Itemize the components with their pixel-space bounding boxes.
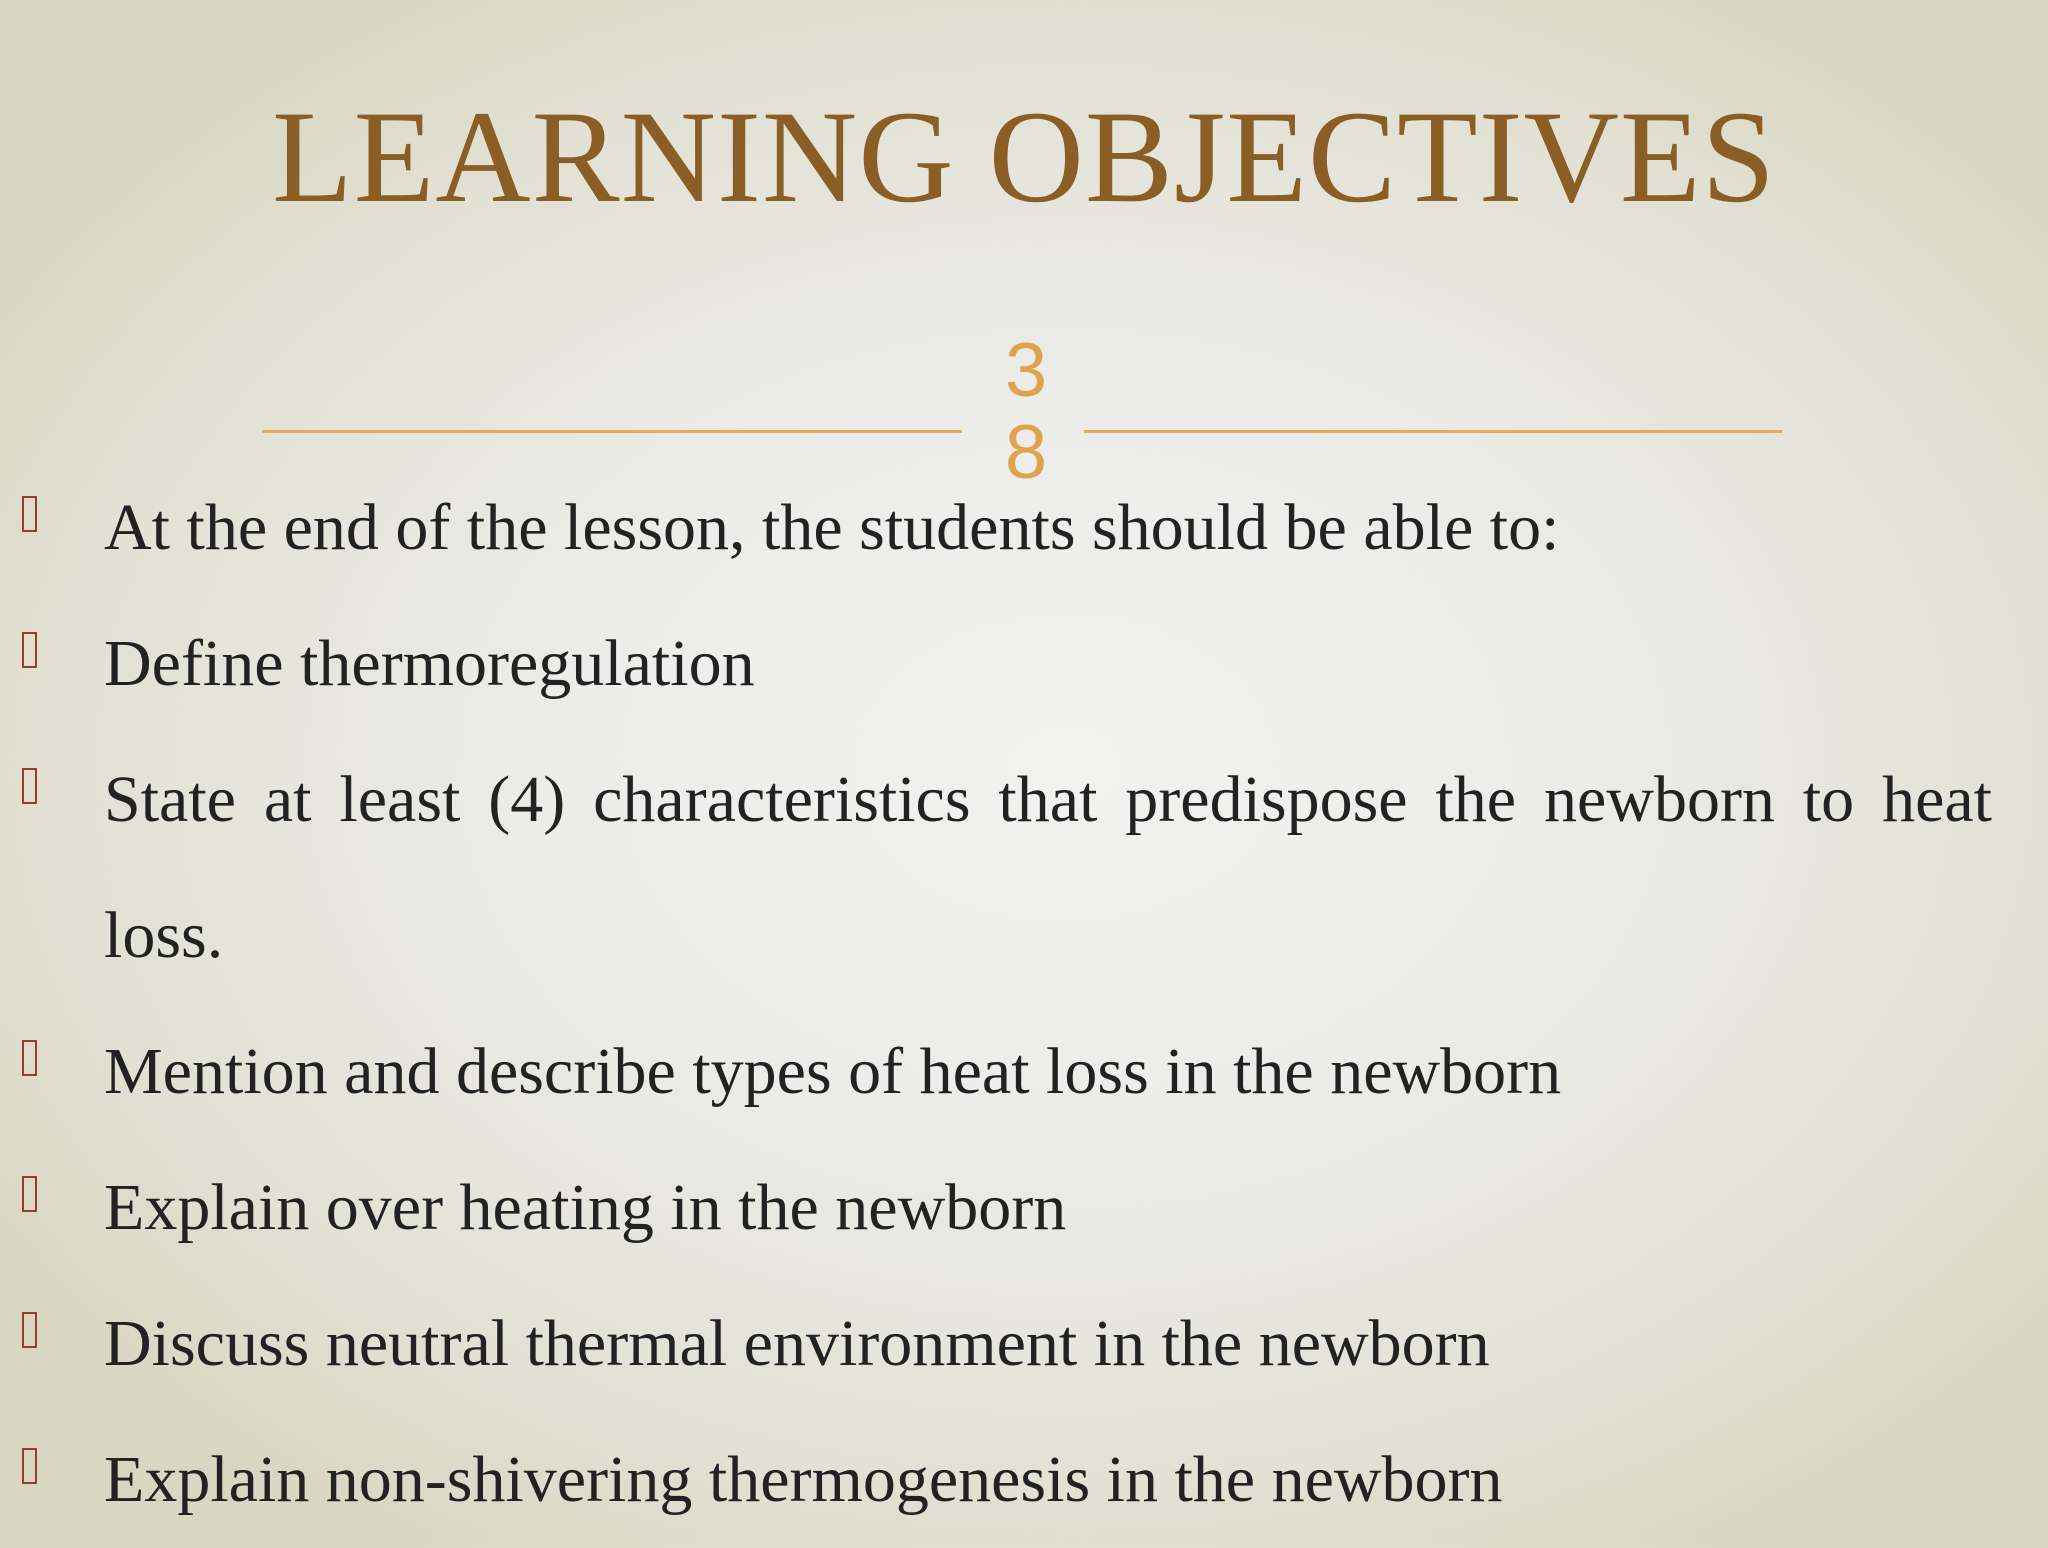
objectives-list	[0, 460, 2048, 1548]
list-item	[0, 1004, 2048, 1140]
list-item-text: Explain over heating in the newborn	[104, 1171, 1067, 1244]
box-bullet-icon	[22, 1176, 37, 1212]
list-item	[0, 1276, 2048, 1412]
box-bullet-icon	[22, 496, 37, 532]
box-bullet-icon	[22, 632, 37, 668]
list-item-text: State at least (4) characteristics that predispose the newborn to heat loss.	[104, 763, 1992, 972]
list-item	[0, 1140, 2048, 1276]
list-item-text: Discuss neutral thermal environment in the newborn	[104, 1307, 1490, 1380]
list-item	[0, 732, 2032, 1004]
list-item-text: Mention and describe types of heat loss in the newborn	[104, 1035, 1562, 1108]
list-item	[0, 596, 2048, 732]
box-bullet-icon	[22, 1040, 37, 1076]
slide-title: LEARNING OBJECTIVES	[272, 83, 1776, 230]
box-bullet-icon	[22, 768, 37, 804]
list-item-text: Define thermoregulation	[104, 627, 755, 700]
list-item-text: Explain non-shivering thermogenesis in the newborn	[104, 1443, 1503, 1516]
list-item	[0, 1412, 2048, 1548]
divider-line-left	[262, 430, 962, 433]
box-bullet-icon	[22, 1448, 37, 1484]
slide-number: 38	[1004, 328, 1048, 495]
divider-line-right	[1084, 430, 1782, 433]
list-item-text: At the end of the lesson, the students should be able to:	[104, 491, 1560, 564]
box-bullet-icon	[22, 1312, 37, 1348]
list-item	[0, 460, 2048, 596]
